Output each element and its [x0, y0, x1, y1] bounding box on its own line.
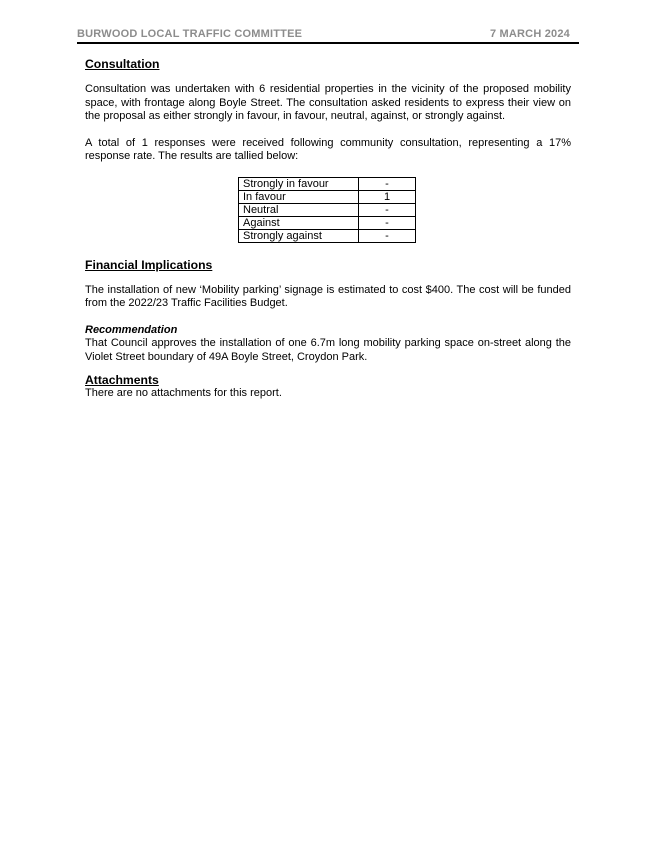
result-value: -	[359, 229, 416, 242]
result-value: -	[359, 177, 416, 190]
financial-heading: Financial Implications	[85, 257, 213, 272]
consultation-paragraph-2: A total of 1 responses were received following community consultation, representing a 17% response rate. The results are tallied below:	[85, 136, 571, 162]
result-label: Neutral	[239, 203, 359, 216]
consultation-paragraph-1: Consultation was undertaken with 6 residential properties in the vicinity of the proposed mobility space, with frontage along Boyle Street. The consultation asked residents to express their view on the proposal as either strongly in favour, in favour, neutral, against, or strongly against.	[85, 83, 571, 122]
result-value: -	[359, 216, 416, 229]
attachments-paragraph: There are no attachments for this report.	[85, 387, 282, 399]
table-row	[239, 190, 416, 203]
consultation-heading: Consultation	[85, 57, 160, 71]
meeting-date: 7 MARCH 2024	[489, 28, 570, 40]
recommendation-paragraph: That Council approves the installation of one 6.7m long mobility parking space on-street along the Violet Street boundary of 49A Boyle Street, Croydon Park.	[85, 337, 571, 363]
consultation-section	[85, 56, 571, 243]
table-row	[239, 203, 416, 216]
page-header	[77, 28, 579, 44]
result-label: Strongly in favour	[239, 177, 359, 190]
financial-paragraph: The installation of new ‘Mobility parking’ signage is estimated to cost $400. The cost will be funded from the 2022/23 Traffic Facilities Budget.	[85, 283, 571, 309]
attachments-heading: Attachments	[85, 373, 159, 387]
results-table	[238, 177, 416, 243]
committee-name: BURWOOD LOCAL TRAFFIC COMMITTEE	[77, 28, 303, 40]
report-body	[85, 56, 571, 401]
result-label: Strongly against	[239, 229, 359, 242]
result-value: 1	[359, 190, 416, 203]
result-value: -	[359, 203, 416, 216]
table-row	[239, 216, 416, 229]
table-row	[239, 229, 416, 242]
table-row	[239, 177, 416, 190]
recommendation-heading: Recommendation	[85, 323, 178, 336]
result-label: Against	[239, 216, 359, 229]
result-label: In favour	[239, 190, 359, 203]
financial-section	[85, 257, 571, 311]
attachments-section	[85, 373, 571, 401]
